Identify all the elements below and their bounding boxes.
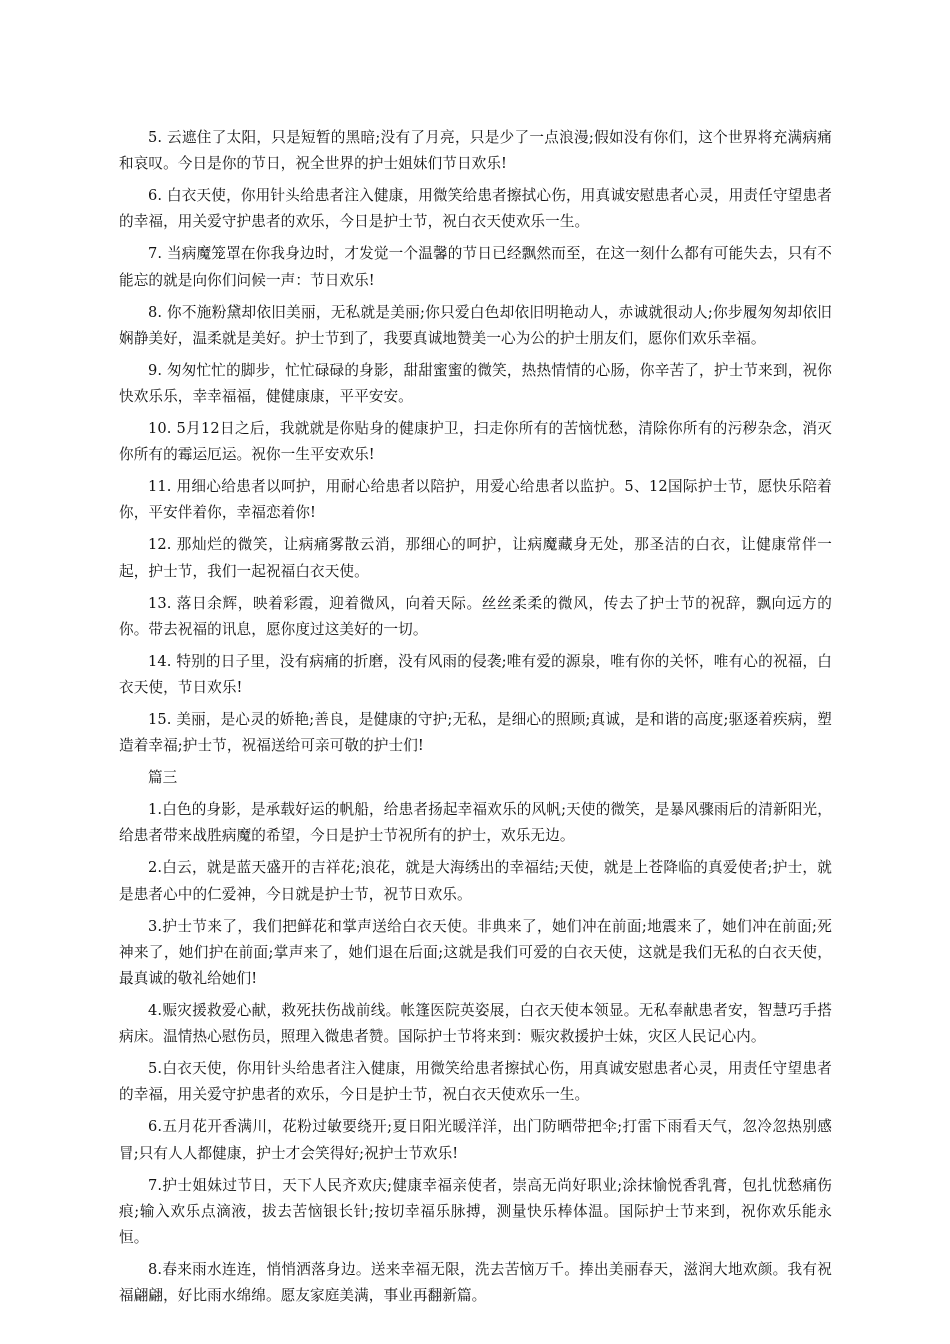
document-page <box>119 125 832 1315</box>
blessing-item-15: 15. 美丽，是心灵的娇艳;善良，是健康的守护;无私，是细心的照顾;真诚，是和谐的高度;驱逐着疾病，塑造着幸福;护士节，祝福送给可亲可敬的护士们! <box>119 711 832 755</box>
blessing-item-11: 11. 用细心给患者以呵护，用耐心给患者以陪护，用爱心给患者以监护。5、12国际护士节，愿快乐陪着你，平安伴着你，幸福恋着你! <box>119 478 832 522</box>
section-three-item-5: 5.白衣天使，你用针头给患者注入健康，用微笑给患者擦拭心伤，用真诚安慰患者心灵，用责任守望患者的幸福，用关爱守护患者的欢乐，今日是护士节，祝白衣天使欢乐一生。 <box>119 1060 832 1104</box>
blessing-item-13: 13. 落日余辉，映着彩霞，迎着微风，向着天际。丝丝柔柔的微风，传去了护士节的祝辞，飘向远方的你。带去祝福的讯息，愿你度过这美好的一切。 <box>119 594 832 638</box>
section-three-item-1: 1.白色的身影，是承载好运的帆船，给患者扬起幸福欢乐的风帆;天使的微笑，是暴风骤雨后的清新阳光，给患者带来战胜病魔的希望，今日是护士节祝所有的护士，欢乐无边。 <box>119 801 832 845</box>
section-three-item-7: 7.护士姐妹过节日，天下人民齐欢庆;健康幸福亲使者，崇高无尚好职业;涂抹愉悦香乳膏，包扎忧愁痛伤痕;输入欢乐点滴液，拔去苦恼银长针;按切幸福乐脉搏，测量快乐棒体温。国际护士节来到，祝你欢乐能永恒。 <box>119 1176 832 1247</box>
blessing-item-5: 5. 云遮住了太阳，只是短暂的黑暗;没有了月亮，只是少了一点浪漫;假如没有你们，这个世界将充满病痛和哀叹。今日是你的节日，祝全世界的护士姐妹们节日欢乐! <box>119 129 832 173</box>
blessing-item-7: 7. 当病魔笼罩在你我身边时，才发觉一个温馨的节日已经飘然而至，在这一刻什么都有可能失去，只有不能忘的就是向你们问候一声：节日欢乐! <box>119 245 832 289</box>
section-three-item-3: 3.护士节来了，我们把鲜花和掌声送给白衣天使。非典来了，她们冲在前面;地震来了，她们冲在前面;死神来了，她们护在前面;掌声来了，她们退在后面;这就是我们可爱的白衣天使，这就是我们无私的白衣天使，最真诚的敬礼给她们! <box>119 917 832 988</box>
blessing-item-8: 8. 你不施粉黛却依旧美丽，无私就是美丽;你只爱白色却依旧明艳动人，赤诚就很动人;你步履匆匆却依旧娴静美好，温柔就是美好。护士节到了，我要真诚地赞美一心为公的护士朋友们，愿你们欢乐幸福。 <box>119 303 832 347</box>
section-three-item-6: 6.五月花开香满川，花粉过敏要绕开;夏日阳光暖洋洋，出门防晒带把伞;打雷下雨看天气，忽冷忽热别感冒;只有人人都健康，护士才会笑得好;祝护士节欢乐! <box>119 1118 832 1162</box>
blessing-item-6: 6. 白衣天使，你用针头给患者注入健康，用微笑给患者擦拭心伤，用真诚安慰患者心灵，用责任守望患者的幸福，用关爱守护患者的欢乐，今日是护士节，祝白衣天使欢乐一生。 <box>119 187 832 231</box>
section-three-heading: 篇三 <box>148 769 178 787</box>
blessing-item-9: 9. 匆匆忙忙的脚步，忙忙碌碌的身影，甜甜蜜蜜的微笑，热热情情的心肠，你辛苦了，护士节来到，祝你快欢乐乐，幸幸福福，健健康康，平平安安。 <box>119 361 832 406</box>
blessing-item-12: 12. 那灿烂的微笑，让病痛雾散云消，那细心的呵护，让病魔藏身无处，那圣洁的白衣，让健康常伴一起，护士节，我们一起祝福白衣天使。 <box>119 536 832 580</box>
blessing-item-10: 10. 5月12日之后，我就就是你贴身的健康护卫，扫走你所有的苦恼忧愁，清除你所有的污秽杂念，消灭你所有的霉运厄运。祝你一生平安欢乐! <box>119 420 832 464</box>
section-three-item-2: 2.白云，就是蓝天盛开的吉祥花;浪花，就是大海绣出的幸福结;天使，就是上苍降临的真爱使者;护士，就是患者心中的仁爱神，今日就是护士节，祝节日欢乐。 <box>119 859 832 903</box>
section-three-item-8: 8.春来雨水连连，悄悄洒落身边。送来幸福无限，洗去苦恼万千。捧出美丽春天，滋润大地欢颜。我有祝福翩翩，好比雨水绵绵。愿友家庭美满，事业再翻新篇。 <box>119 1261 832 1305</box>
blessing-item-14: 14. 特别的日子里，没有病痛的折磨，没有风雨的侵袭;唯有爱的源泉，唯有你的关怀，唯有心的祝福，白衣天使，节日欢乐! <box>119 652 832 697</box>
section-three-item-4: 4.赈灾援救爱心献，救死扶伤战前线。帐篷医院英姿展，白衣天使本领显。无私奉献患者安，智慧巧手搭病床。温情热心慰伤员，照理入微患者赞。国际护士节将来到：赈灾救援护士妹，灾区人民记心内。 <box>119 1002 832 1046</box>
